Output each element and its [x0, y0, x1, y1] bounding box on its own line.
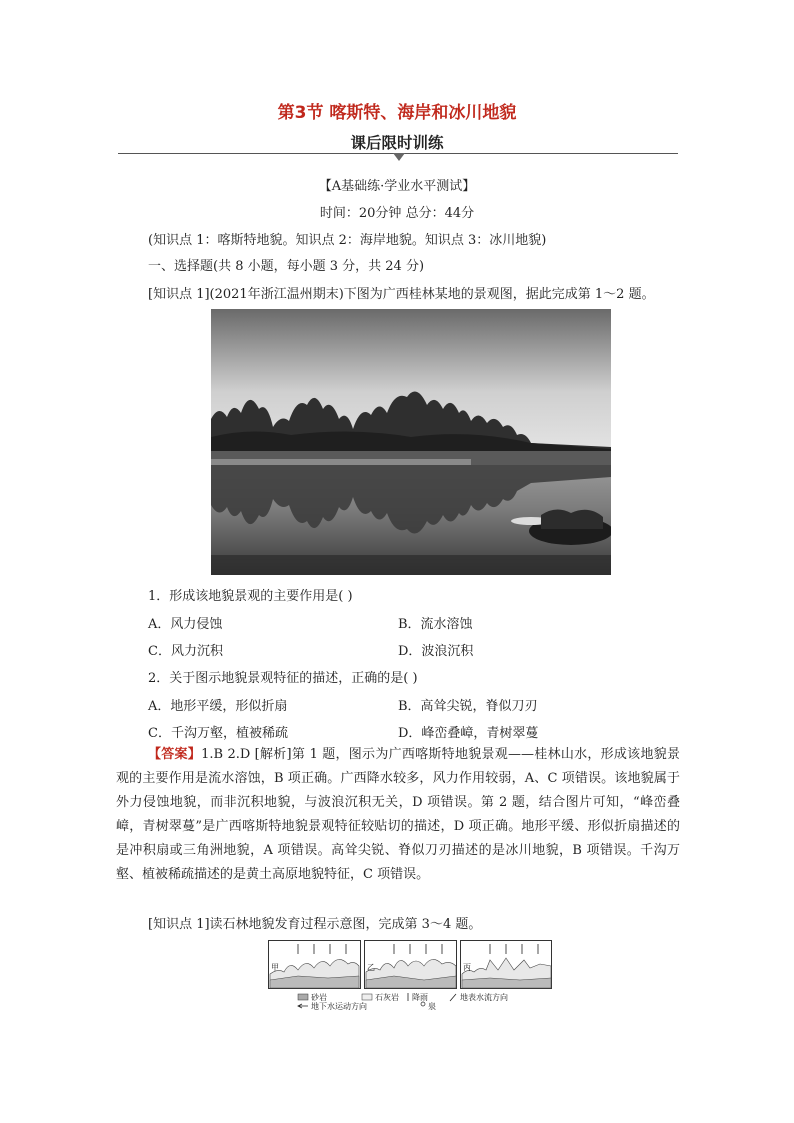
limestone-legend-icon: [362, 994, 372, 1000]
legend-spring: 泉: [428, 1002, 436, 1010]
legend-groundwater: 地下水运动方向: [311, 1002, 367, 1010]
answer-explanation: [116, 743, 680, 887]
panel-label-jia: 甲: [271, 963, 279, 972]
groundwater-legend-icon: [298, 1004, 308, 1008]
q2-option-c: C．千沟万壑，植被稀疏: [148, 726, 288, 741]
part-title: 一、选择题(共 8 小题，每小题 3 分，共 24 分): [148, 259, 425, 274]
legend-surface-flow: 地表水流方向: [460, 993, 508, 1002]
group2-intro: [知识点 1]读石林地貌发育过程示意图，完成第 3～4 题。: [148, 917, 482, 932]
legend-limestone: 石灰岩: [375, 993, 399, 1002]
spring-legend-icon: [421, 1002, 425, 1006]
exam-time: 时间：20分钟 总分：44分: [319, 206, 475, 221]
q1-option-c: C．风力沉积: [148, 644, 223, 659]
stone-forest-diagram: [268, 940, 552, 1010]
q2-option-b: B．高耸尖锐，脊似刀刃: [398, 699, 538, 714]
q2-option-a: A．地形平缓，形似折扇: [148, 699, 288, 714]
group1-intro: [知识点 1](2021年浙江温州期末)下图为广西桂林某地的景观图，据此完成第 1～2 题。: [148, 287, 655, 302]
page-subtitle: 课后限时训练: [350, 134, 444, 152]
legend-rain: 降雨: [412, 993, 428, 1002]
section-label: 【A基础练·学业水平测试】: [318, 179, 476, 194]
q1-option-b: B．流水溶蚀: [398, 617, 473, 632]
page-title: 第3节 喀斯特、海岸和冰川地貌: [277, 103, 517, 123]
surface-flow-legend-icon: [450, 994, 456, 1001]
legend-sandstone: 砂岩: [311, 993, 327, 1002]
q2-stem: 2．关于图示地貌景观特征的描述，正确的是( ): [148, 671, 418, 686]
answer-tag: 【答案】: [148, 747, 202, 762]
q1-stem: 1．形成该地貌景观的主要作用是( ): [148, 589, 353, 604]
karst-landscape-photo: [211, 309, 611, 575]
knowledge-points: (知识点 1：喀斯特地貌。知识点 2：海岸地貌。知识点 3：冰川地貌): [148, 233, 547, 248]
panel-label-yi: 乙: [367, 963, 375, 972]
q1-option-d: D．波浪沉积: [398, 644, 474, 659]
q2-option-d: D．峰峦叠嶂，青树翠蔓: [398, 726, 539, 741]
panel-label-bing: 丙: [463, 963, 471, 972]
sandstone-legend-icon: [298, 994, 308, 1000]
answer-text: 1.B 2.D [解析]第 1 题，图示为广西喀斯特地貌景观——桂林山水，形成该地貌景观的主要作用是流水溶蚀，B 项正确。广西降水较多，风力作用较弱，A、C 项错误。该地貌属于外力侵蚀地貌，而非沉积地貌，与波浪沉积无关，D 项错误。第 2 题，结合图片可知，“峰峦叠嶂，青树翠蔓”是广西喀斯特地貌景观特征较贴切的描述，D 项正确。地形平缓、形似折扇描述的是冲积扇或三角洲地貌，A 项错误。高耸尖锐、脊似刀刃描述的是冰川地貌，B 项错误。千沟万壑、植被稀疏描述的是黄土高原地貌特征，C 项错误。: [116, 747, 680, 882]
rule-triangle-icon: [393, 153, 405, 161]
q1-option-a: A．风力侵蚀: [148, 617, 223, 632]
